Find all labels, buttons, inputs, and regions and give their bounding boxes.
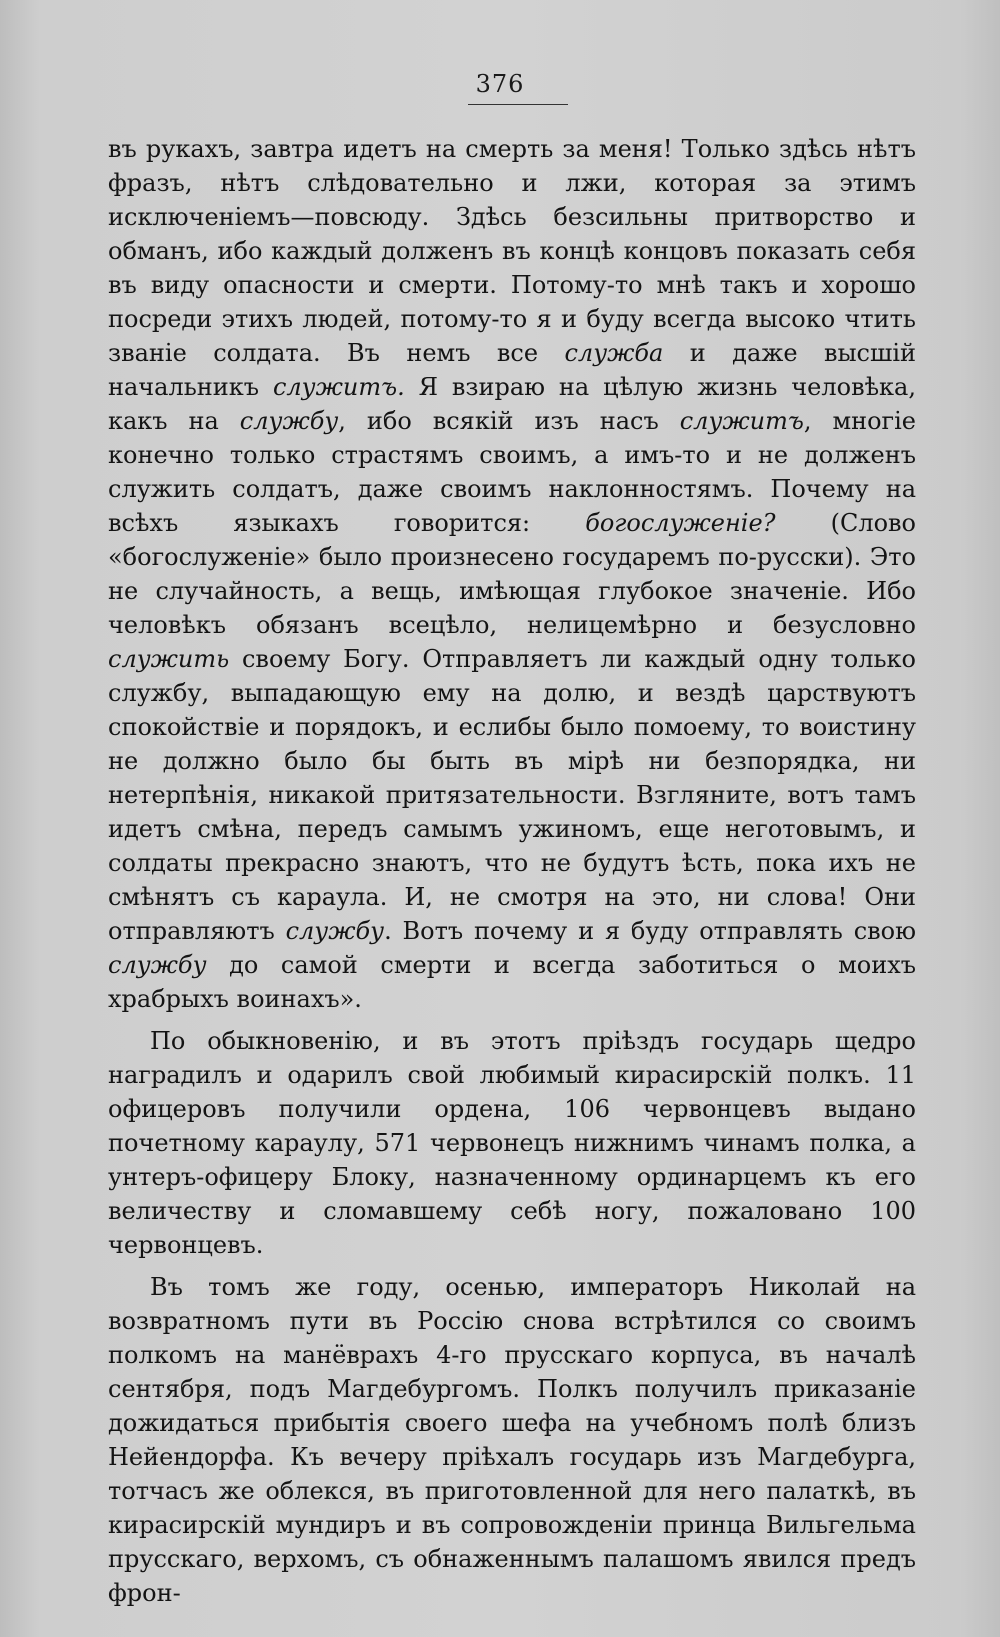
italic-text: богослуженіе? (585, 509, 776, 537)
text-run: По обыкновенію, и въ этотъ пріѣздъ государь щедро наградилъ и одарилъ свой любимый кирасирскій полкъ. 11 офицеровъ получили ордена, 106 червонцевъ выдано почетному караулу, 571 червонецъ нижнимъ чинамъ полка, а унтеръ-офицеру Блоку, назначенному ординарцемъ къ его величеству и сломавшему себѣ ногу, пожаловано 100 червонцевъ. (108, 1027, 916, 1259)
text-run: Я взираю на цѣлую жизнь человѣка, какъ на (108, 373, 916, 435)
page-number-rule (468, 104, 568, 105)
text-run: своему Богу. Отправляетъ ли каждый одну только службу, выпадающую ему на долю, и вездѣ царствуютъ спокойствіе и порядокъ, и еслибы было помоему, то воистину не должно было бы быть въ мірѣ ни безпорядка, ни нетерпѣнія, никакой притязательности. Взгляните, вотъ тамъ идетъ смѣна, передъ самымъ ужиномъ, еще неготовымъ, и солдаты прекрасно знаютъ, что не будутъ ѣсть, пока ихъ не смѣнятъ съ караула. И, не смотря на это, ни слова! Они отправляютъ (108, 645, 916, 945)
paragraph (108, 1270, 916, 1610)
text-run: , ибо всякій изъ насъ (338, 407, 680, 435)
italic-text: служить (108, 645, 230, 673)
italic-text: служитъ. (272, 373, 405, 401)
text-run: . Вотъ почему и я буду отправлять свою (384, 917, 916, 945)
italic-text: службу (108, 951, 207, 979)
paragraph (108, 132, 916, 1016)
text-run: Въ томъ же году, осенью, императоръ Николай на возвратномъ пути въ Россію снова встрѣтился со своимъ полкомъ на манёврахъ 4-го прусскаго корпуса, въ началѣ сентября, подъ Магдебургомъ. Полкъ получилъ приказаніе дожидаться прибытія своего шефа на учебномъ полѣ близъ Нейендорфа. Къ вечеру пріѣхалъ государь изъ Магдебурга, тотчасъ же облекся, въ приготовленной для него палаткѣ, въ кирасирскій мундиръ и въ сопровожденіи принца Вильгельма прусскаго, верхомъ, съ обнаженнымъ палашомъ явился предъ фрон- (108, 1273, 916, 1607)
paragraph (108, 1024, 916, 1262)
page-number: 376 (475, 70, 525, 98)
italic-text: службу (285, 917, 385, 945)
italic-text: служитъ (679, 407, 804, 435)
text-run: въ рукахъ, завтра идетъ на смерть за меня! Только здѣсь нѣтъ фразъ, нѣтъ слѣдовательно и лжи, которая за этимъ исключеніемъ—повсюду. Здѣсь безсильны притворство и обманъ, ибо каждый долженъ въ концѣ концовъ показать себя въ виду опасности и смерти. Потому-то мнѣ такъ и хорошо посреди этихъ людей, потому-то я и буду всегда высоко чтить званіе солдата. Въ немъ все (108, 135, 916, 367)
italic-text: служба (564, 339, 664, 367)
italic-text: службу (239, 407, 339, 435)
text-run: до самой смерти и всегда заботиться о моихъ храбрыхъ воинахъ». (108, 951, 916, 1013)
text-run: (Слово «богослуженіе» было произнесено государемъ по-русски). Это не случайность, а вещь, имѣющая глубокое значеніе. Ибо человѣкъ обязанъ всецѣло, нелицемѣрно и безусловно (108, 509, 916, 639)
text-run: и даже высшій начальникъ (108, 339, 916, 401)
text-run: , многіе конечно только страстямъ своимъ, а имъ-то и не долженъ служить солдатъ, даже своимъ наклонностямъ. Почему на всѣхъ языкахъ говорится: (108, 407, 917, 537)
body-text (108, 132, 916, 1618)
